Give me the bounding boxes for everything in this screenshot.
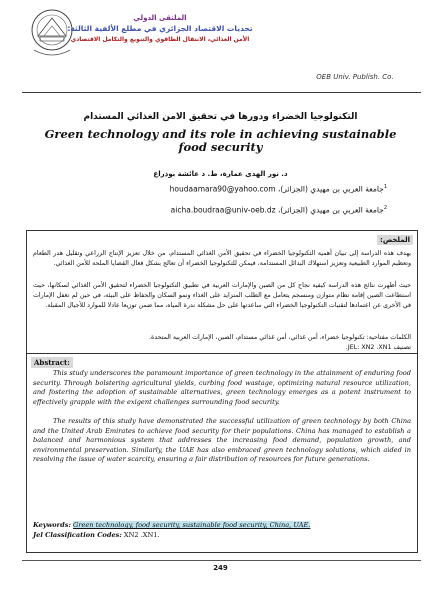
english-abstract-paragraph-2: The results of this study have demonstrated the successful utilization of green technology by both China and the United Arab Emirates to achieve food security for their populations. China has managed to establish a balanced and harmonious system that addresses the increasing food demand, population growth, and environmental preservation. Similarly, the UAE has also embraced green technology solutions, which aided in resolving the issue of water scarcity, ensuring a fair distribution of resources for future generations. [33, 417, 411, 464]
english-abstract-paragraph-1: This study underscores the paramount importance of green technology in the attainment of enduring food security. Through bolstering agricultural yields, curbing food wastage, optimizing natural resource utilization, and fostering the adoption of sustainable alternatives, green technology emerges as a potent instrument to effectively grapple with the exigent challenges surrounding food security. [33, 369, 411, 406]
arabic-title: التكنولوجيا الخضراء ودورها في تحقيق الامن الغذائي المستدام [83, 112, 358, 122]
page-number: 249 [213, 564, 228, 572]
arabic-keywords: الكلمات مفتاحية: تكنولوجيا خضراء، أمن غذائي، أمن غذائي مستدام، الصين، الإمارات العربية المتحدة. [149, 334, 411, 341]
english-abstract-label: Abstract: [31, 357, 73, 368]
keywords-value: Green technology, food security, sustainable food security, China, UAE. [73, 521, 311, 529]
affiliation-1-number: 1 [383, 184, 387, 190]
english-title: Green technology and its role in achieving sustainable food security [44, 127, 397, 154]
abstract-box [26, 230, 418, 553]
abstract-separator [27, 353, 417, 354]
affiliation-2-number: 2 [383, 205, 387, 211]
affiliation-1 [170, 184, 387, 194]
publisher-name: OEB Univ. Publish. Co. [316, 73, 394, 81]
arabic-abstract-paragraph-1: يهدف هذه الدراسة إلى تبيان أهمية التكنولوجيا الخضراء في تحقيق الأمن الغذائي المستدام، من خلال تعزيز الإنتاج الزراعي وتقليل هدر الطعام وتعظيم الموارد الطبيعية وتعزيز استهلاك البدائل المستدامة، فيمكن للتكنولوجيا الخضراء أن تعالج بشكل فعال القضايا الملحة للأمن الغذائي. [33, 250, 411, 268]
affiliation-1-text: جامعة العربي بن مهيدي (الجزائر)، houdaamara90@yahoo.com [169, 184, 384, 194]
affiliation-2 [171, 205, 387, 215]
english-jel-codes [33, 531, 411, 541]
jel-value: XN2 .XN1. [123, 531, 160, 539]
arabic-abstract-label: الملخص: [377, 235, 413, 245]
english-keywords [33, 521, 411, 531]
footer-divider [22, 560, 421, 561]
conference-banner [60, 14, 260, 43]
conference-line-3: الأمن الغذائي، الانتقال الطاقوي والتنويع والتكامل الاقتصادي [70, 36, 250, 43]
jel-label: Jel Classification Codes: [33, 531, 122, 539]
keywords-label: Keywords: [33, 521, 71, 529]
author-names: د. نور الهدى عمارة، ط. د عائشة بوذراع [153, 170, 288, 178]
header-divider [22, 92, 421, 93]
arabic-jel-codes: تصنيف JEL: XN2 .XN1. [345, 344, 411, 351]
conference-line-1: الملتقى الدولي [133, 14, 187, 22]
arabic-abstract-paragraph-2: حيث أظهرت نتائج هذه الدراسة كيفية نجاح كل من الصين والإمارات العربية في تطبيق التكنولوجيا الخضراء لتحقيق الأمن الغذائي لسكانها، حيث استطاعت الصين إقامة نظام متوازن ومنسجم يتعامل مع الطلب المتزايد على الغذاء ونمو السكان والحفاظ على البيئة، في حين لم تغفل الإمارات في الأخرى عن اعتمادها لتقنيات التكنولوجيا الخضراء التي ساعدتها على حل مشكلة ندرة المياه، مما ضمن توزيعا عادلا للموارد للأجيال المقبلة. [33, 282, 411, 310]
conference-line-2: تحديات الاقتصاد الجزائري في مطلع الألفية الثالثة: [67, 24, 253, 33]
affiliation-2-text: جامعة العربي بن مهيدي (الجزائر)، aicha.boudraa@univ-oeb.dz [170, 205, 384, 215]
